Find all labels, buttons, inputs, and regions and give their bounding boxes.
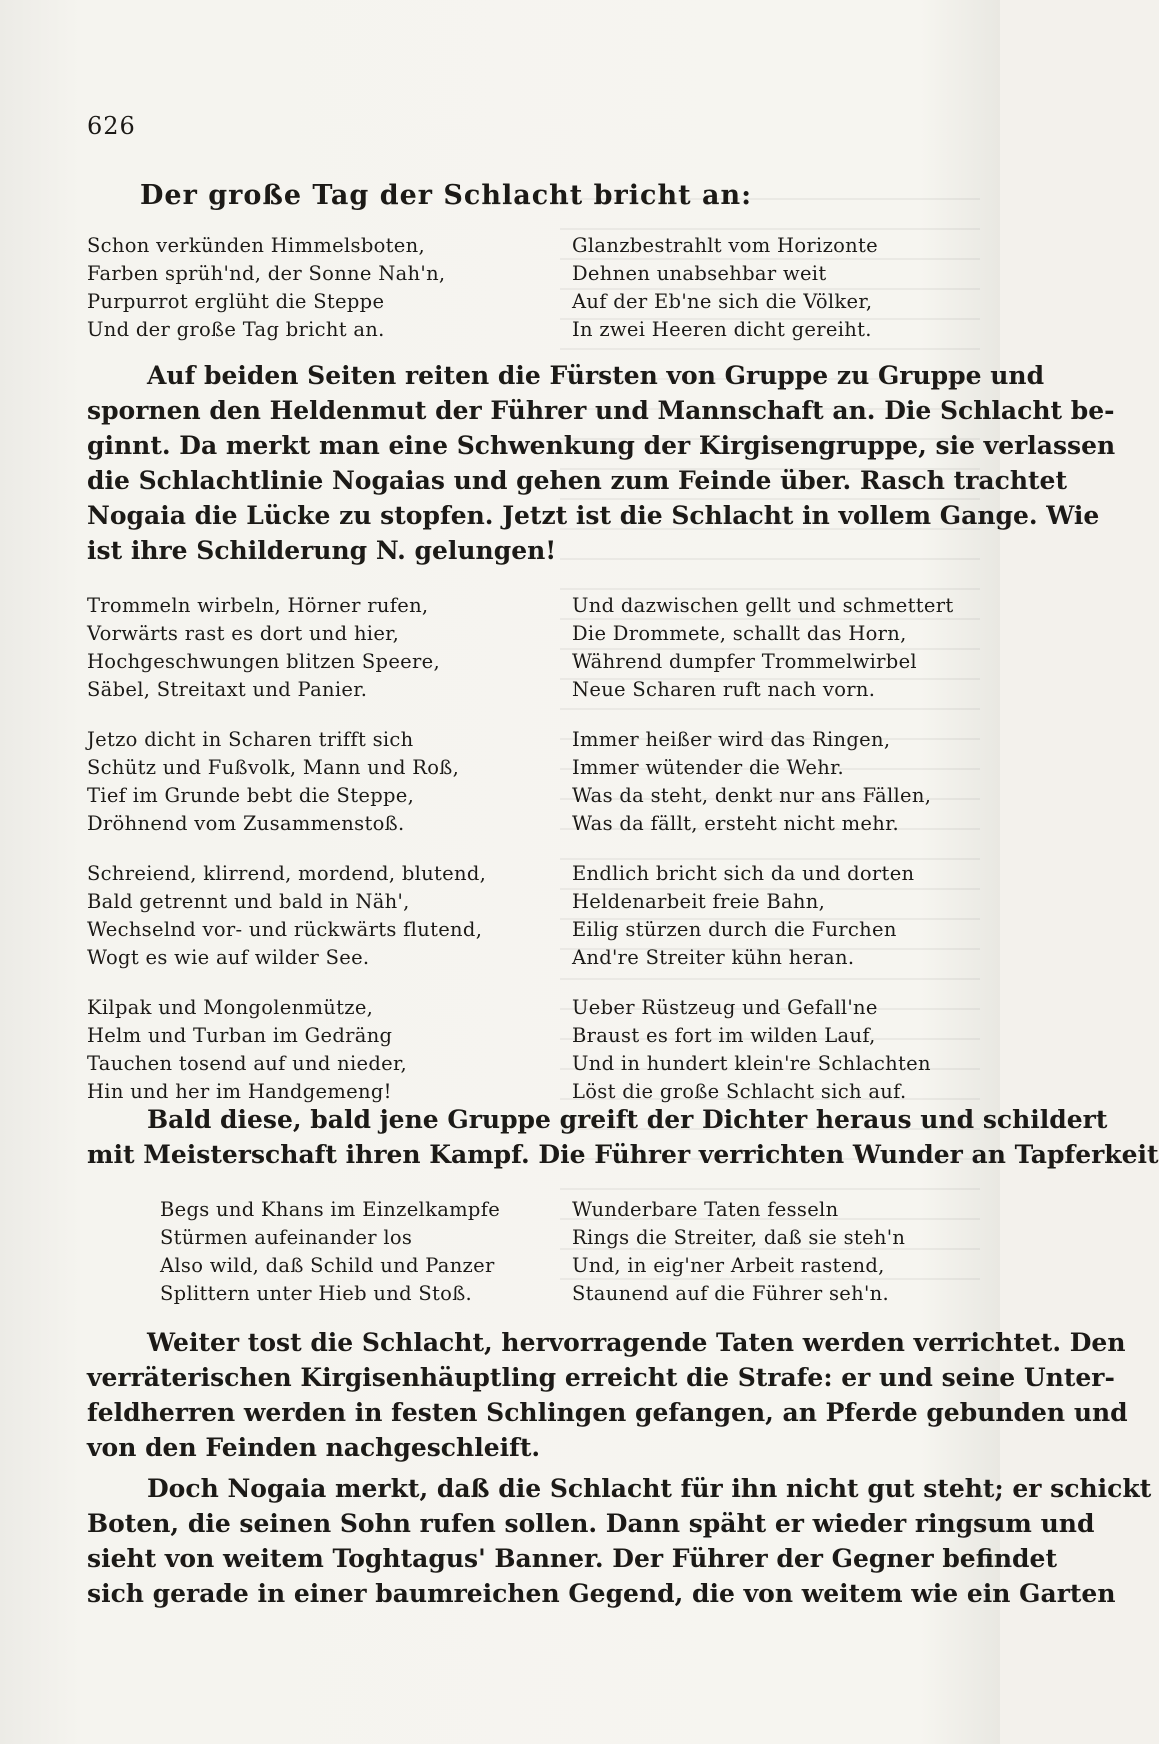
verse-line: Immer heißer wird das Ringen, bbox=[572, 728, 891, 751]
prose-line: sieht von weitem Toghtagus' Banner. Der Führer der Gegner befindet bbox=[87, 1544, 1057, 1573]
prose-line: Weiter tost die Schlacht, hervorragende Taten werden verrichtet. Den bbox=[147, 1328, 1126, 1357]
verse-line: Trommeln wirbeln, Hörner rufen, bbox=[87, 594, 429, 617]
stanza-gap bbox=[87, 838, 486, 860]
verse-line: Auf der Eb'ne sich die Völker, bbox=[572, 290, 873, 313]
verse-line: Splittern unter Hieb und Stoß. bbox=[160, 1282, 473, 1305]
verse-line: Und, in eig'ner Arbeit rastend, bbox=[572, 1254, 885, 1277]
verse-line: Ueber Rüstzeug und Gefall'ne bbox=[572, 996, 878, 1019]
verse-line: Stürmen aufeinander los bbox=[160, 1226, 413, 1249]
verse-line: Was da fällt, ersteht nicht mehr. bbox=[572, 812, 900, 835]
verse-line: Neue Scharen ruft nach vorn. bbox=[572, 678, 876, 701]
stanza-gap bbox=[572, 704, 954, 726]
verse-line: Purpurrot erglüht die Steppe bbox=[87, 290, 385, 313]
verse-line: Schreiend, klirrend, mordend, blutend, bbox=[87, 862, 487, 885]
verse-line: Tief im Grunde bebt die Steppe, bbox=[87, 784, 415, 807]
verse-line: Wunderbare Taten fesseln bbox=[572, 1198, 839, 1221]
stanza-gap bbox=[87, 972, 486, 994]
verse-line: In zwei Heeren dicht gereiht. bbox=[572, 318, 872, 341]
verse-line: Rings die Streiter, daß sie steh'n bbox=[572, 1226, 906, 1249]
prose-line: ist ihre Schilderung N. gelungen! bbox=[87, 536, 557, 565]
page-number: 626 bbox=[87, 112, 136, 140]
verse-line: Säbel, Streitaxt und Panier. bbox=[87, 678, 368, 701]
stanza-gap bbox=[87, 704, 486, 726]
verse-line: Und in hundert klein're Schlachten bbox=[572, 1052, 931, 1075]
verse-line: Während dumpfer Trommelwirbel bbox=[572, 650, 917, 673]
verse-line: Immer wütender die Wehr. bbox=[572, 756, 845, 779]
verse-line: Wogt es wie auf wilder See. bbox=[87, 946, 370, 969]
prose-line: von den Feinden nachgeschleift. bbox=[87, 1433, 541, 1462]
verse-line: Dröhnend vom Zusammenstoß. bbox=[87, 812, 405, 835]
prose-line: Nogaia die Lücke zu stopfen. Jetzt ist die Schlacht in vollem Gange. Wie bbox=[87, 501, 1100, 530]
verse-line: Begs und Khans im Einzelkampfe bbox=[160, 1198, 501, 1221]
verse-line: Endlich bricht sich da und dorten bbox=[572, 862, 915, 885]
battle-verses-right bbox=[572, 592, 954, 1106]
section-heading: Der große Tag der Schlacht bricht an: bbox=[140, 180, 753, 211]
prose-line: ginnt. Da merkt man eine Schwenkung der Kirgisengruppe, sie verlassen bbox=[87, 431, 1116, 460]
prose-line: verräterischen Kirgisenhäuptling erreicht die Strafe: er und seine Unter- bbox=[87, 1363, 1115, 1392]
verse-line: Tauchen tosend auf und nieder, bbox=[87, 1052, 407, 1075]
stanza-1-right bbox=[572, 232, 878, 344]
stanza-1-left bbox=[87, 232, 445, 344]
verse-line: Hochgeschwungen blitzen Speere, bbox=[87, 650, 440, 673]
paragraph-2 bbox=[87, 1102, 1159, 1172]
verse-line: Vorwärts rast es dort und hier, bbox=[87, 622, 400, 645]
verse-line: Glanzbestrahlt vom Horizonte bbox=[572, 234, 879, 257]
verse-line: Bald getrennt und bald in Näh', bbox=[87, 890, 410, 913]
paragraph-3 bbox=[87, 1325, 1128, 1465]
verse-line: Helm und Turban im Gedräng bbox=[87, 1024, 393, 1047]
verse-line: Braust es fort im wilden Lauf, bbox=[572, 1024, 876, 1047]
verse-line: Eilig stürzen durch die Furchen bbox=[572, 918, 897, 941]
verse-line: Und dazwischen gellt und schmettert bbox=[572, 594, 954, 617]
prose-line: spornen den Heldenmut der Führer und Mannschaft an. Die Schlacht be- bbox=[87, 396, 1115, 425]
verse-line: Dehnen unabsehbar weit bbox=[572, 262, 827, 285]
verse-line: Schütz und Fußvolk, Mann und Roß, bbox=[87, 756, 460, 779]
verse-line: Wechselnd vor- und rückwärts flutend, bbox=[87, 918, 483, 941]
verse-line: Farben sprüh'nd, der Sonne Nah'n, bbox=[87, 262, 446, 285]
verse-line: Löst die große Schlacht sich auf. bbox=[572, 1080, 907, 1103]
stanza-begs-left bbox=[160, 1196, 500, 1308]
stanza-begs-right bbox=[572, 1196, 905, 1308]
verse-line: Heldenarbeit freie Bahn, bbox=[572, 890, 826, 913]
verse-line: Was da steht, denkt nur ans Fällen, bbox=[572, 784, 932, 807]
paragraph-1 bbox=[87, 358, 1116, 568]
prose-line: Bald diese, bald jene Gruppe greift der Dichter heraus und schildert bbox=[147, 1105, 1108, 1134]
verse-line: And're Streiter kühn heran. bbox=[572, 946, 855, 969]
verse-line: Und der große Tag bricht an. bbox=[87, 318, 385, 341]
verse-line: Hin und her im Handgemeng! bbox=[87, 1080, 392, 1103]
prose-line: Doch Nogaia merkt, daß die Schlacht für ihn nicht gut steht; er schickt bbox=[147, 1474, 1152, 1503]
verse-line: Kilpak und Mongolenmütze, bbox=[87, 996, 374, 1019]
prose-line: mit Meisterschaft ihren Kampf. Die Führer verrichten Wunder an Tapferkeit bbox=[87, 1140, 1159, 1169]
battle-verses-left bbox=[87, 592, 486, 1106]
verse-line: Staunend auf die Führer seh'n. bbox=[572, 1282, 890, 1305]
stanza-gap bbox=[572, 972, 954, 994]
prose-line: sich gerade in einer baumreichen Gegend, die von weitem wie ein Garten bbox=[87, 1579, 1116, 1608]
verse-line: Schon verkünden Himmelsboten, bbox=[87, 234, 425, 257]
prose-line: feldherren werden in festen Schlingen gefangen, an Pferde gebunden und bbox=[87, 1398, 1128, 1427]
prose-line: die Schlachtlinie Nogaias und gehen zum Feinde über. Rasch trachtet bbox=[87, 466, 1067, 495]
stanza-gap bbox=[572, 838, 954, 860]
verse-line: Jetzo dicht in Scharen trifft sich bbox=[87, 728, 414, 751]
verse-line: Also wild, daß Schild und Panzer bbox=[160, 1254, 495, 1277]
paragraph-4 bbox=[87, 1471, 1152, 1611]
verse-line: Die Drommete, schallt das Horn, bbox=[572, 622, 907, 645]
prose-line: Boten, die seinen Sohn rufen sollen. Dann späht er wieder ringsum und bbox=[87, 1509, 1095, 1538]
prose-line: Auf beiden Seiten reiten die Fürsten von Gruppe zu Gruppe und bbox=[147, 361, 1045, 390]
